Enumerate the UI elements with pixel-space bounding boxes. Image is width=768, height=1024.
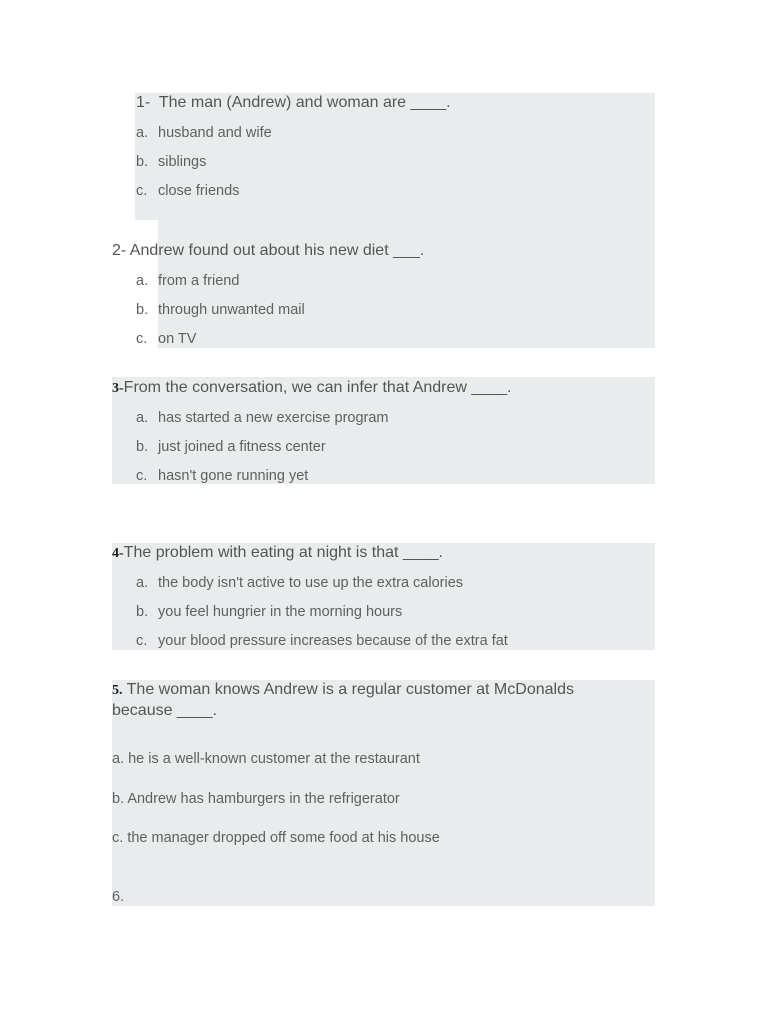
option-letter: b.	[136, 302, 149, 318]
option-text: siblings	[158, 154, 207, 170]
question-5-option-a: a. he is a well-known customer at the restaurant	[112, 751, 420, 767]
option-letter: a.	[136, 410, 149, 426]
option-letter: a.	[136, 273, 149, 289]
option-letter: c.	[136, 331, 148, 347]
question-3-option-c	[136, 469, 308, 484]
question-2-option-a	[136, 274, 239, 289]
option-text: husband and wife	[158, 125, 272, 141]
question-5-option-b: b. Andrew has hamburgers in the refrigerator	[112, 791, 400, 807]
question-4-number: 4-	[112, 546, 124, 561]
question-1-option-a	[136, 126, 272, 141]
question-1-text: The man (Andrew) and woman are ____.	[158, 94, 451, 111]
option-letter: b.	[136, 439, 149, 455]
option-letter: c.	[136, 633, 148, 649]
question-2-option-b	[136, 303, 305, 318]
option-text: the body isn't active to use up the extra calories	[158, 575, 464, 591]
question-5-number: 5.	[112, 683, 123, 698]
option-letter: a.	[136, 575, 149, 591]
option-text: from a friend	[158, 273, 240, 289]
option-text: on TV	[158, 331, 197, 347]
question-5-option-c: c. the manager dropped off some food at his house	[112, 830, 440, 846]
question-5-text: The woman knows Andrew is a regular customer at McDonalds	[126, 681, 574, 698]
question-3-option-b	[136, 440, 326, 455]
option-text: hasn't gone running yet	[158, 468, 309, 484]
question-3-text: From the conversation, we can infer that Andrew ____.	[123, 379, 512, 396]
question-1-number: 1-	[136, 94, 151, 111]
question-2-stem	[112, 243, 424, 259]
question-4-option-c	[136, 634, 508, 649]
question-3-stem	[112, 380, 511, 396]
question-4-option-b	[136, 605, 402, 620]
option-letter: b.	[136, 154, 149, 170]
question-4-text: The problem with eating at night is that ____.	[123, 544, 443, 561]
option-text: close friends	[158, 183, 240, 199]
option-text: has started a new exercise program	[158, 410, 389, 426]
question-2-option-c	[136, 332, 196, 347]
question-4-option-a	[136, 576, 463, 591]
question-5-stem-line-1	[112, 682, 574, 698]
option-letter: b.	[136, 604, 149, 620]
option-text: your blood pressure increases because of the extra fat	[158, 633, 508, 649]
option-letter: a.	[136, 125, 149, 141]
option-letter: c.	[136, 183, 148, 199]
question-1-option-b	[136, 155, 206, 170]
option-text: through unwanted mail	[158, 302, 305, 318]
question-2-number: 2-	[112, 242, 127, 259]
question-6-number: 6.	[112, 889, 125, 905]
question-1-option-c	[136, 184, 239, 199]
question-5-stem-line-2: because ____.	[112, 702, 217, 719]
question-1-stem	[136, 95, 451, 111]
option-text: you feel hungrier in the morning hours	[158, 604, 403, 620]
option-text: just joined a fitness center	[158, 439, 326, 455]
question-4-stem	[112, 545, 443, 561]
question-3-number: 3-	[112, 381, 124, 396]
question-2-text: Andrew found out about his new diet ___.	[129, 242, 425, 259]
option-letter: c.	[136, 468, 148, 484]
question-3-option-a	[136, 411, 389, 426]
